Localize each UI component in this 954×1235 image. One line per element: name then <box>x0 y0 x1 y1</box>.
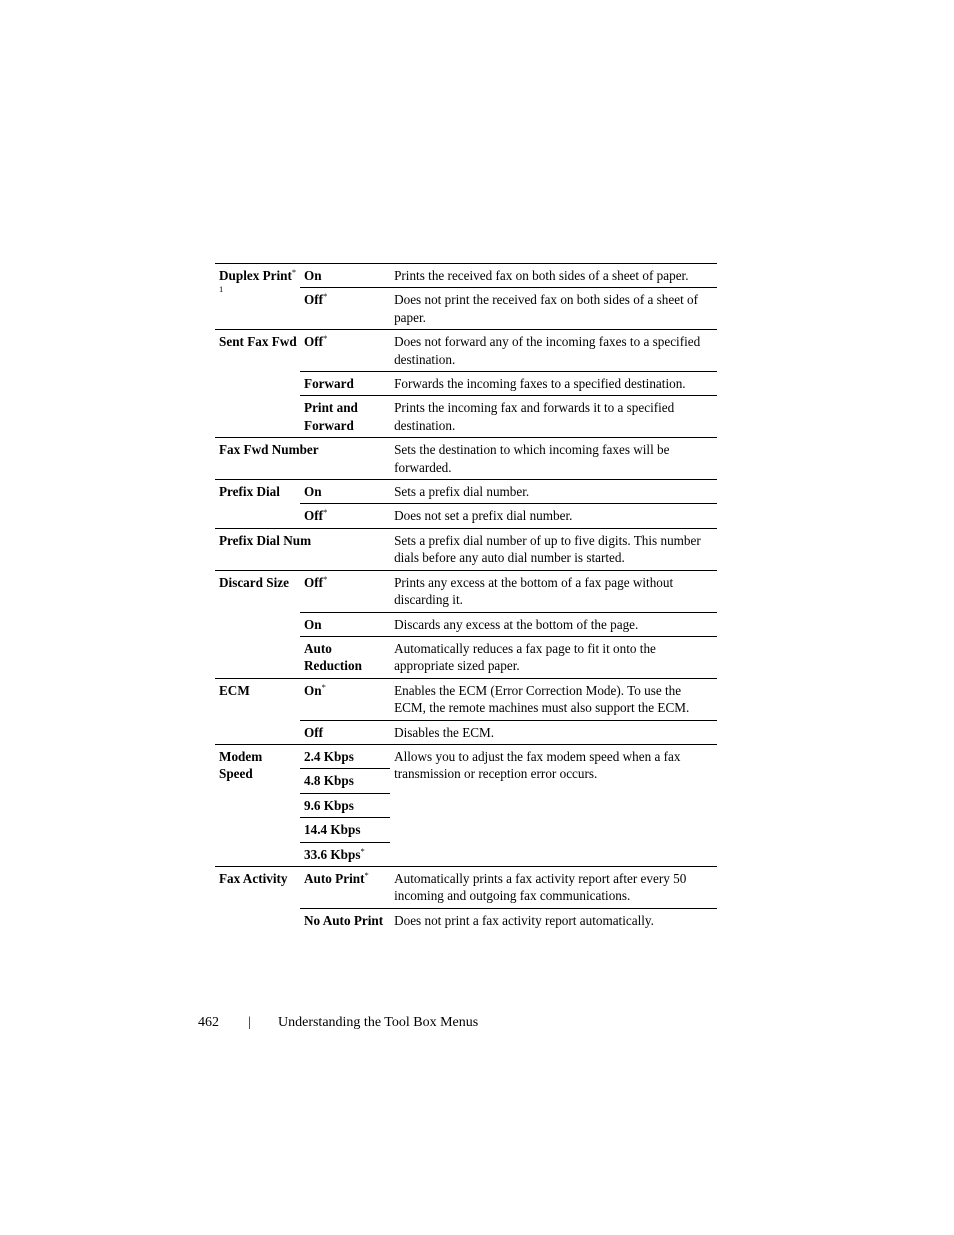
footer-title: Understanding the Tool Box Menus <box>278 1015 479 1030</box>
option-description: Does not print the received fax on both sides of a sheet of paper. <box>390 288 717 330</box>
setting-name-sent-fax-fwd: Sent Fax Fwd <box>215 330 300 438</box>
option-description: Prints the received fax on both sides of a sheet of paper. <box>390 264 717 288</box>
table-row <box>215 570 717 612</box>
option-description: Does not forward any of the incoming faxes to a specified destination. <box>390 330 717 372</box>
option-on: On* <box>300 678 390 720</box>
option-description: Does not print a fax activity report automatically. <box>390 908 717 932</box>
table-row <box>215 744 717 768</box>
option-description: Sets a prefix dial number. <box>390 480 717 504</box>
option-off: Off* <box>300 288 390 330</box>
option-description: Does not set a prefix dial number. <box>390 504 717 528</box>
option-auto-print: Auto Print* <box>300 866 390 908</box>
page-footer <box>198 1015 479 1031</box>
option-off: Off* <box>300 570 390 612</box>
table-row <box>215 678 717 720</box>
option-no-auto-print: No Auto Print <box>300 908 390 932</box>
option-description: Prints the incoming fax and forwards it to a specified destination. <box>390 396 717 438</box>
option-forward: Forward <box>300 372 390 396</box>
table-row <box>215 330 717 372</box>
option-on: On <box>300 612 390 636</box>
table-row <box>215 264 717 288</box>
option-description: Allows you to adjust the fax modem speed when a fax transmission or reception error occurs. <box>390 744 717 866</box>
fax-settings-table <box>215 263 717 932</box>
option-description: Sets a prefix dial number of up to five digits. This number dials before any auto dial number is started. <box>390 528 717 570</box>
setting-name-prefix-dial: Prefix Dial <box>215 480 300 529</box>
option-description: Automatically reduces a fax page to fit it onto the appropriate sized paper. <box>390 636 717 678</box>
table-row <box>215 866 717 908</box>
option-description: Automatically prints a fax activity report after every 50 incoming and outgoing fax communications. <box>390 866 717 908</box>
option-description: Disables the ECM. <box>390 720 717 744</box>
option-on: On <box>300 480 390 504</box>
option-description: Enables the ECM (Error Correction Mode). To use the ECM, the remote machines must also support the ECM. <box>390 678 717 720</box>
option-33-6-kbps: 33.6 Kbps* <box>300 842 390 866</box>
option-auto-reduction: Auto Reduction <box>300 636 390 678</box>
option-description: Forwards the incoming faxes to a specified destination. <box>390 372 717 396</box>
option-2-4-kbps: 2.4 Kbps <box>300 744 390 768</box>
option-on: On <box>300 264 390 288</box>
option-off: Off* <box>300 330 390 372</box>
setting-name-fax-fwd-number: Fax Fwd Number <box>215 438 390 480</box>
footer-separator: | <box>248 1015 251 1030</box>
setting-name-modem-speed: Modem Speed <box>215 744 300 866</box>
setting-name-ecm: ECM <box>215 678 300 744</box>
setting-name-duplex-print: Duplex Print$^{* 1}$ <box>215 264 300 330</box>
setting-name-discard-size: Discard Size <box>215 570 300 678</box>
option-description: Discards any excess at the bottom of the page. <box>390 612 717 636</box>
setting-name-fax-activity: Fax Activity <box>215 866 300 932</box>
page-number: 462 <box>198 1015 219 1030</box>
option-14-4-kbps: 14.4 Kbps <box>300 818 390 842</box>
setting-name-prefix-dial-num: Prefix Dial Num <box>215 528 390 570</box>
table-row <box>215 528 717 570</box>
option-4-8-kbps: 4.8 Kbps <box>300 769 390 793</box>
table-row <box>215 438 717 480</box>
option-description: Prints any excess at the bottom of a fax page without discarding it. <box>390 570 717 612</box>
option-9-6-kbps: 9.6 Kbps <box>300 793 390 817</box>
option-off: Off <box>300 720 390 744</box>
option-description: Sets the destination to which incoming faxes will be forwarded. <box>390 438 717 480</box>
option-off: Off* <box>300 504 390 528</box>
option-print-and-forward: Print and Forward <box>300 396 390 438</box>
table-row <box>215 480 717 504</box>
